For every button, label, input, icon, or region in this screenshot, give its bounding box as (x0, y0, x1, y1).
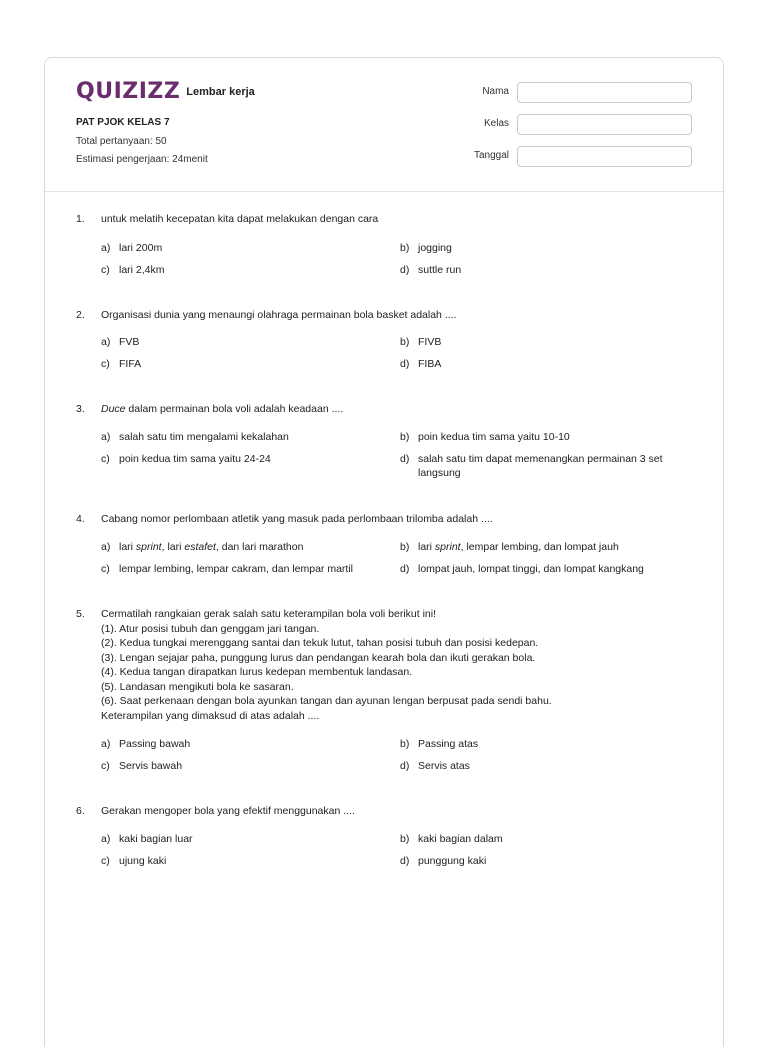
option-text: Servis bawah (119, 760, 183, 772)
class-field[interactable] (517, 114, 692, 135)
option-text: lari sprint, lari estafet, dan lari marathon (119, 541, 304, 553)
option-text: lari sprint, lempar lembing, dan lompat jauh (418, 541, 619, 553)
question-line: (4). Kedua tangan dirapatkan lurus kedepan membentuk landasan. (101, 666, 413, 678)
option-label: b) (400, 336, 410, 348)
question-line: untuk melatih kecepatan kita dapat melakukan dengan cara (101, 213, 379, 225)
option-text: lari 200m (119, 242, 163, 254)
option-label: a) (101, 431, 111, 443)
option-text: kaki bagian luar (119, 833, 193, 845)
worksheet-label: Lembar kerja (186, 86, 255, 98)
question-line: Cabang nomor perlombaan atletik yang masuk pada perlombaan trilomba adalah .... (101, 513, 493, 525)
question-line: Keterampilan yang dimaksud di atas adalah .... (101, 709, 320, 722)
question-line: (3). Lengan sejajar paha, punggung lurus dan pendangan kearah bola dan ikuti gerakan bola. (101, 651, 536, 664)
option-text: kaki bagian dalam (418, 833, 503, 845)
option-label: d) (400, 358, 410, 370)
option-label: d) (400, 855, 410, 867)
option-label: b) (400, 541, 410, 553)
quiz-title: PAT PJOK KELAS 7 (76, 117, 170, 128)
option-text: punggung kaki (418, 855, 487, 867)
question-text (101, 308, 701, 323)
question-text (101, 402, 701, 417)
question-number: 5. (76, 608, 85, 620)
brand (76, 80, 255, 104)
option-text: Passing bawah (119, 738, 191, 750)
question-number: 1. (76, 213, 85, 225)
option-text: poin kedua tim sama yaitu 24-24 (119, 453, 271, 465)
question-text (101, 212, 701, 227)
question-line: (5). Landasan mengikuti bola ke sasaran. (101, 680, 294, 693)
option-label: c) (101, 563, 110, 575)
option-text: ujung kaki (119, 855, 167, 867)
italic-term: Duce (101, 403, 126, 415)
question-line: Cermatilah rangkaian gerak salah satu keterampilan bola voli berikut ini! (101, 608, 437, 620)
option-text: suttle run (418, 264, 462, 276)
question-line: (6). Saat perkenaan dengan bola ayunkan tangan dan ayunan lengan berpusat pada sendi bahu. (101, 695, 552, 707)
option-text: lompat jauh, lompat tinggi, dan lompat kangkang (418, 563, 644, 575)
class-label: Kelas (483, 118, 509, 129)
date-label: Tanggal (473, 150, 509, 161)
option-text: poin kedua tim sama yaitu 10-10 (418, 431, 570, 443)
question-count: Total pertanyaan: 50 (76, 136, 167, 147)
option-text: FVB (119, 336, 140, 348)
question-number: 6. (76, 805, 85, 817)
option-label: d) (400, 563, 410, 575)
question-number: 3. (76, 403, 85, 415)
option-text: salah satu tim dapat memenangkan permainan 3 set langsung (418, 453, 663, 479)
option-text: FIBA (418, 358, 442, 370)
worksheet-page (44, 57, 724, 1047)
option-label: b) (400, 738, 410, 750)
option-label: c) (101, 855, 110, 867)
option-label: c) (101, 358, 110, 370)
date-field[interactable] (517, 146, 692, 167)
option-text: lempar lembing, lempar cakram, dan lempar martil (119, 563, 353, 575)
quizizz-logo: QUIZIZZ (76, 79, 181, 104)
question-number: 4. (76, 513, 85, 525)
option-label: c) (101, 760, 110, 772)
option-label: c) (101, 453, 110, 465)
option-label: a) (101, 242, 111, 254)
option-label: a) (101, 738, 111, 750)
option-text: salah satu tim mengalami kekalahan (119, 431, 289, 443)
question-text (101, 607, 701, 723)
question-line: Duce dalam permainan bola voli adalah keadaan .... (101, 403, 344, 415)
option-text: FIFA (119, 358, 142, 370)
option-label: d) (400, 760, 410, 772)
option-label: d) (400, 453, 410, 465)
option-text: Servis atas (418, 760, 470, 772)
option-text: FIVB (418, 336, 442, 348)
question-text (101, 804, 701, 819)
worksheet-header (45, 58, 723, 192)
option-label: d) (400, 264, 410, 276)
question-line: Gerakan mengoper bola yang efektif menggunakan .... (101, 805, 355, 817)
question-line: (1). Atur posisi tubuh dan genggam jari tangan. (101, 622, 320, 635)
option-label: a) (101, 541, 111, 553)
option-label: b) (400, 833, 410, 845)
option-text: Passing atas (418, 738, 479, 750)
option-label: b) (400, 242, 410, 254)
question-line: (2). Kedua tungkai merenggang santai dan tekuk lutut, tahan posisi tubuh dan posisi kedepan. (101, 637, 539, 649)
question-text (101, 512, 701, 527)
option-label: a) (101, 336, 111, 348)
name-label: Nama (482, 86, 509, 97)
option-label: a) (101, 833, 111, 845)
time-estimate: Estimasi pengerjaan: 24menit (76, 154, 208, 165)
option-text: lari 2,4km (119, 264, 165, 276)
question-number: 2. (76, 309, 85, 321)
option-text: jogging (418, 242, 452, 254)
option-label: c) (101, 264, 110, 276)
name-field[interactable] (517, 82, 692, 103)
option-label: b) (400, 431, 410, 443)
question-line: Organisasi dunia yang menaungi olahraga permainan bola basket adalah .... (101, 309, 457, 321)
